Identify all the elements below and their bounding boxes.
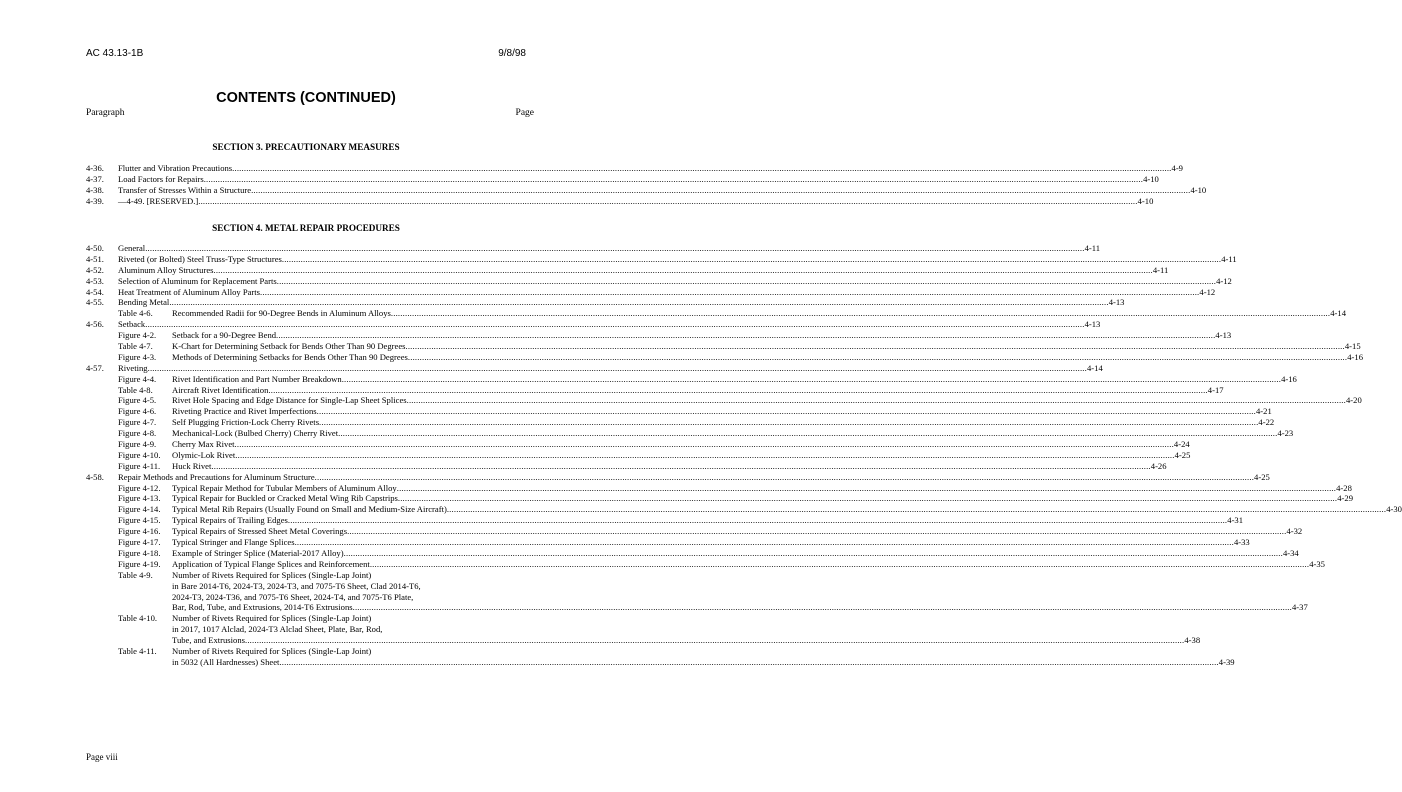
page-reference: 4-33 [1233, 537, 1250, 548]
entry-title: Number of Rivets Required for Splices (Single-Lap Joint) [172, 645, 372, 656]
page-reference: 4-14 [1086, 362, 1103, 373]
entry-title: Aircraft Rivet Identification [172, 384, 269, 395]
toc-sub-entry [86, 428, 1294, 439]
entry-title: Setback for a 90-Degree Bend [172, 330, 277, 341]
paragraph-number: 4-37. [86, 173, 104, 184]
page-number: Page viii [86, 752, 118, 762]
figure-table-label: Table 4-6. [118, 308, 153, 319]
figure-table-label: Figure 4-9. [118, 439, 157, 450]
page-reference: 4-10 [1143, 173, 1159, 184]
figure-table-label: Figure 4-19. [118, 558, 161, 569]
paragraph-number: 4-51. [86, 253, 104, 264]
entry-title: Bending Metal [118, 297, 170, 308]
page-reference: 4-32 [1286, 526, 1303, 537]
toc-sub-entry [86, 493, 1353, 504]
figure-table-label: Figure 4-8. [118, 428, 157, 439]
paragraph-number: 4-57. [86, 362, 104, 373]
figure-table-label: Figure 4-6. [118, 406, 157, 417]
entry-title: Selection of Aluminum for Replacement Parts [118, 275, 277, 286]
entry-title: Application of Typical Flange Splices and Reinforcement [172, 558, 370, 569]
page-reference: 4-13 [1108, 297, 1125, 308]
entry-title: Huck Rivet [172, 460, 212, 471]
dot-leader: ................................................................................................................................................................................................................................................................................................................................................................................................................ [260, 286, 1200, 297]
figure-table-label: Table 4-8. [118, 384, 153, 395]
page-reference: 4-11 [1152, 264, 1169, 275]
dot-leader: ................................................................................................................................................................................................................................................................................................................................................................................................................ [294, 537, 1234, 548]
dot-leader: ................................................................................................................................................................................................................................................................................................................................................................................................................ [276, 330, 1216, 341]
toc-entry [86, 253, 1237, 265]
dot-leader: ................................................................................................................................................................................................................................................................................................................................................................................................................ [276, 275, 1217, 286]
figure-table-label: Figure 4-4. [118, 373, 157, 384]
toc-entry-continuation [86, 581, 526, 592]
dot-leader: ................................................................................................................................................................................................................................................................................................................................................................................................................ [169, 297, 1109, 308]
entry-title: —4-49. [RESERVED.] [118, 195, 199, 206]
paragraph-number: 4-50. [86, 243, 104, 253]
toc-entry [86, 275, 1232, 287]
page-reference: 4-30 [1386, 504, 1402, 515]
entry-title: K-Chart for Determining Setback for Bends Other Than 90 Degrees [172, 341, 406, 352]
dot-leader: ................................................................................................................................................................................................................................................................................................................................................................................................................ [281, 253, 1222, 264]
toc-sub-entry [86, 460, 1167, 472]
dot-leader: ................................................................................................................................................................................................................................................................................................................................................................................................................ [147, 362, 1087, 373]
toc-sub-entry [86, 558, 1325, 570]
entry-title: Recommended Radii for 90-Degree Bends in Aluminum Alloys [172, 308, 391, 319]
paragraph-number: 4-54. [86, 286, 104, 297]
entry-title: Riveting Practice and Rivet Imperfections [172, 406, 317, 417]
toc-entry-continuation [86, 602, 1308, 613]
page-reference: 4-14 [1330, 308, 1347, 319]
figure-table-label: Figure 4-14. [118, 504, 161, 515]
column-header-paragraph: Paragraph [86, 108, 125, 118]
page-reference: 4-28 [1336, 482, 1352, 493]
toc-sub-entry [86, 537, 1250, 548]
section-3-heading: SECTION 3. PRECAUTIONARY MEASURES [212, 142, 400, 152]
paragraph-number: 4-58. [86, 471, 104, 482]
toc-sub-entry [86, 547, 1299, 559]
toc-entry [86, 173, 1159, 185]
figure-table-label: Figure 4-10. [118, 449, 161, 460]
paragraph-number: 4-53. [86, 275, 104, 286]
page-reference: 4-21 [1256, 406, 1272, 417]
figure-table-label: Figure 4-18. [118, 547, 161, 558]
entry-title: Riveted (or Bolted) Steel Truss-Type Structures [118, 253, 282, 264]
toc-entry [86, 471, 1270, 483]
figure-table-label: Figure 4-15. [118, 515, 161, 526]
page-reference: 4-26 [1150, 460, 1167, 471]
entry-title: in 5032 (All Hardnesses) Sheet [172, 656, 280, 667]
page-reference: 4-20 [1345, 395, 1362, 406]
dot-leader: ................................................................................................................................................................................................................................................................................................................................................................................................................ [396, 482, 1337, 493]
page-reference: 4-15 [1344, 341, 1361, 352]
entry-title: Bar, Rod, Tube, and Extrusions, 2014-T6 Extrusions [172, 602, 353, 613]
toc-sub-entry [86, 449, 1191, 461]
entry-title: Rivet Identification and Part Number Breakdown [172, 373, 342, 384]
figure-table-label: Figure 4-11. [118, 460, 161, 471]
page-reference: 4-17 [1207, 384, 1224, 395]
dot-leader: ................................................................................................................................................................................................................................................................................................................................................................................................................ [235, 449, 1175, 460]
dot-leader: ................................................................................................................................................................................................................................................................................................................................................................................................................ [268, 384, 1208, 395]
figure-table-label: Figure 4-16. [118, 526, 161, 537]
dot-leader: ................................................................................................................................................................................................................................................................................................................................................................................................................ [446, 504, 1387, 515]
toc-sub-entry [86, 373, 1297, 385]
figure-table-label: Figure 4-17. [118, 537, 161, 548]
entry-title: Repair Methods and Precautions for Aluminum Structure [118, 471, 315, 482]
toc-sub-entry [86, 384, 1224, 396]
dot-leader: ................................................................................................................................................................................................................................................................................................................................................................................................................ [397, 493, 1338, 504]
entry-title: Typical Repair for Buckled or Cracked Metal Wing Rib Capstrips [172, 493, 398, 504]
document-date: 9/8/98 [498, 48, 526, 59]
dot-leader: ................................................................................................................................................................................................................................................................................................................................................................................................................ [338, 428, 1278, 439]
toc-entry [86, 195, 1154, 207]
page-reference: 4-9 [1171, 163, 1183, 173]
dot-leader: ................................................................................................................................................................................................................................................................................................................................................................................................................ [407, 351, 1348, 362]
toc-entry [86, 184, 1207, 196]
entry-title: Self Plugging Friction-Lock Cherry Rivets [172, 417, 320, 428]
toc-entry-continuation [86, 635, 1201, 646]
toc-sub-entry [86, 515, 1244, 526]
page-reference: 4-38 [1184, 635, 1201, 646]
paragraph-number: 4-55. [86, 297, 104, 308]
entry-title: Example of Stringer Splice (Material-2017 Alloy) [172, 547, 344, 558]
figure-table-label: Figure 4-5. [118, 395, 157, 406]
page-reference: 4-11 [1084, 243, 1101, 253]
entry-title: 2024-T3, 2024-T36, and 7075-T6 Sheet, 2024-T4, and 7075-T6 Plate, [172, 591, 414, 602]
entry-title: Methods of Determining Setbacks for Bends Other Than 90 Degrees [172, 351, 408, 362]
dot-leader: ................................................................................................................................................................................................................................................................................................................................................................................................................ [211, 460, 1151, 471]
dot-leader: ................................................................................................................................................................................................................................................................................................................................................................................................................ [341, 373, 1282, 384]
page-reference: 4-25 [1254, 471, 1270, 482]
section-4-entries [86, 243, 1402, 668]
dot-leader: ................................................................................................................................................................................................................................................................................................................................................................................................................ [145, 319, 1085, 330]
toc-sub-entry [86, 395, 1362, 406]
toc-entry [86, 243, 1101, 254]
document-id: AC 43.13-1B [86, 48, 144, 59]
page-reference: 4-11 [1221, 253, 1237, 264]
section-3-entries [86, 163, 1207, 207]
entry-title: Tube, and Extrusions [172, 635, 245, 646]
toc-sub-entry [86, 646, 526, 657]
entry-title: Number of Rivets Required for Splices (Single-Lap Joint) [172, 613, 372, 624]
figure-table-label: Figure 4-7. [118, 417, 157, 428]
entry-title: in Bare 2014-T6, 2024-T3, 2024-T3, and 7075-T6 Sheet, Clad 2014-T6, [172, 580, 421, 591]
page-reference: 4-22 [1258, 417, 1275, 428]
entry-title: Flutter and Vibration Precautions [118, 163, 233, 173]
dot-leader: ................................................................................................................................................................................................................................................................................................................................................................................................................ [352, 602, 1292, 613]
page-reference: 4-31 [1227, 515, 1244, 526]
dot-leader: ................................................................................................................................................................................................................................................................................................................................................................................................................ [405, 341, 1345, 352]
dot-leader: ................................................................................................................................................................................................................................................................................................................................................................................................................ [145, 243, 1085, 253]
toc-sub-entry [86, 417, 1275, 428]
column-header-page: Page [515, 108, 534, 118]
toc-sub-entry [86, 351, 1364, 363]
entry-title: Typical Repairs of Trailing Edges [172, 515, 288, 526]
dot-leader: ................................................................................................................................................................................................................................................................................................................................................................................................................ [213, 264, 1153, 275]
entry-title: Heat Treatment of Aluminum Alloy Parts [118, 286, 261, 297]
entry-title: Olymic-Lok Rivet [172, 449, 236, 460]
toc-entry-continuation [86, 592, 526, 603]
page-reference: 4-25 [1174, 449, 1191, 460]
figure-table-label: Table 4-11. [118, 645, 157, 656]
entry-title: Cherry Max Rivet [172, 439, 235, 450]
entry-title: Typical Repair Method for Tubular Members of Aluminum Alloy [172, 482, 397, 493]
dot-leader: ................................................................................................................................................................................................................................................................................................................................................................................................................ [198, 195, 1138, 206]
dot-leader: ................................................................................................................................................................................................................................................................................................................................................................................................................ [244, 635, 1185, 646]
dot-leader: ................................................................................................................................................................................................................................................................................................................................................................................................................ [390, 308, 1331, 319]
entry-title: Mechanical-Lock (Bulbed Cherry) Cherry Rivet [172, 428, 339, 439]
page-reference: 4-23 [1277, 428, 1294, 439]
section-4-heading: SECTION 4. METAL REPAIR PROCEDURES [212, 223, 400, 233]
toc-sub-entry [86, 526, 1303, 537]
dot-leader: ................................................................................................................................................................................................................................................................................................................................................................................................................ [319, 417, 1259, 428]
page-title: CONTENTS (CONTINUED) [216, 90, 396, 106]
toc-sub-entry [86, 570, 526, 581]
figure-table-label: Table 4-7. [118, 341, 153, 352]
figure-table-label: Figure 4-2. [118, 330, 157, 341]
entry-title: Typical Repairs of Stressed Sheet Metal Coverings [172, 526, 348, 537]
toc-entry [86, 319, 1101, 330]
page-reference: 4-10 [1137, 195, 1154, 206]
entry-title: Aluminum Alloy Structures [118, 264, 214, 275]
page-reference: 4-16 [1347, 351, 1364, 362]
toc-sub-entry [86, 341, 1361, 352]
page-reference: 4-16 [1281, 373, 1297, 384]
paragraph-number: 4-38. [86, 184, 104, 195]
page-reference: 4-10 [1190, 184, 1207, 195]
dot-leader: ................................................................................................................................................................................................................................................................................................................................................................................................................ [234, 439, 1174, 450]
entry-title: in 2017, 1017 Alclad, 2024-T3 Alclad Sheet, Plate, Bar, Rod, [172, 624, 383, 635]
toc-entry [86, 286, 1216, 298]
entry-title: Number of Rivets Required for Splices (Single-Lap Joint) [172, 569, 372, 580]
dot-leader: ................................................................................................................................................................................................................................................................................................................................................................................................................ [314, 471, 1255, 482]
entry-title: Load Factors for Repairs [118, 173, 204, 184]
toc-sub-entry [86, 439, 1190, 450]
paragraph-number: 4-39. [86, 195, 104, 206]
toc-sub-entry [86, 330, 1232, 341]
figure-table-label: Table 4-9. [118, 569, 153, 580]
entry-title: Rivet Hole Spacing and Edge Distance for Single-Lap Sheet Splices [172, 395, 407, 406]
figure-table-label: Figure 4-13. [118, 493, 161, 504]
page-reference: 4-12 [1216, 275, 1232, 286]
dot-leader: ................................................................................................................................................................................................................................................................................................................................................................................................................ [343, 547, 1283, 558]
toc-sub-entry [86, 613, 526, 624]
paragraph-number: 4-36. [86, 163, 104, 173]
toc-entry-continuation [86, 624, 526, 635]
paragraph-number: 4-52. [86, 264, 104, 275]
dot-leader: ................................................................................................................................................................................................................................................................................................................................................................................................................ [316, 406, 1256, 417]
page-reference: 4-29 [1337, 493, 1353, 504]
page-reference: 4-39 [1218, 656, 1235, 667]
dot-leader: ................................................................................................................................................................................................................................................................................................................................................................................................................ [232, 163, 1172, 173]
figure-table-label: Figure 4-3. [118, 351, 157, 362]
dot-leader: ................................................................................................................................................................................................................................................................................................................................................................................................................ [406, 395, 1346, 406]
toc-sub-entry [86, 406, 1272, 417]
entry-title: Riveting [118, 362, 148, 373]
toc-entry-continuation [86, 656, 1235, 668]
entry-title: General [118, 243, 146, 253]
entry-title: Typical Stringer and Flange Splices [172, 537, 295, 548]
toc-entry [86, 297, 1125, 308]
toc-sub-entry [86, 504, 1402, 515]
dot-leader: ................................................................................................................................................................................................................................................................................................................................................................................................................ [347, 526, 1287, 537]
toc-sub-entry [86, 482, 1352, 494]
page-reference: 4-37 [1291, 602, 1308, 613]
toc-entry [86, 362, 1103, 374]
page-reference: 4-24 [1173, 439, 1190, 450]
dot-leader: ................................................................................................................................................................................................................................................................................................................................................................................................................ [203, 173, 1144, 184]
entry-title: Setback [118, 319, 146, 330]
entry-title: Transfer of Stresses Within a Structure [118, 184, 252, 195]
page-reference: 4-35 [1309, 558, 1325, 569]
figure-table-label: Table 4-10. [118, 613, 158, 624]
dot-leader: ................................................................................................................................................................................................................................................................................................................................................................................................................ [251, 184, 1191, 195]
page-reference: 4-13 [1215, 330, 1232, 341]
toc-entry [86, 264, 1169, 276]
toc-sub-entry [86, 308, 1347, 319]
paragraph-number: 4-56. [86, 319, 104, 330]
page-reference: 4-34 [1282, 547, 1299, 558]
dot-leader: ................................................................................................................................................................................................................................................................................................................................................................................................................ [287, 515, 1228, 526]
page-reference: 4-12 [1199, 286, 1216, 297]
figure-table-label: Figure 4-12. [118, 482, 161, 493]
dot-leader: ................................................................................................................................................................................................................................................................................................................................................................................................................ [279, 656, 1219, 667]
toc-entry [86, 163, 1183, 174]
dot-leader: ................................................................................................................................................................................................................................................................................................................................................................................................................ [369, 558, 1310, 569]
entry-title: Typical Metal Rib Repairs (Usually Found on Small and Medium-Size Aircraft) [172, 504, 447, 515]
page-reference: 4-13 [1084, 319, 1101, 330]
